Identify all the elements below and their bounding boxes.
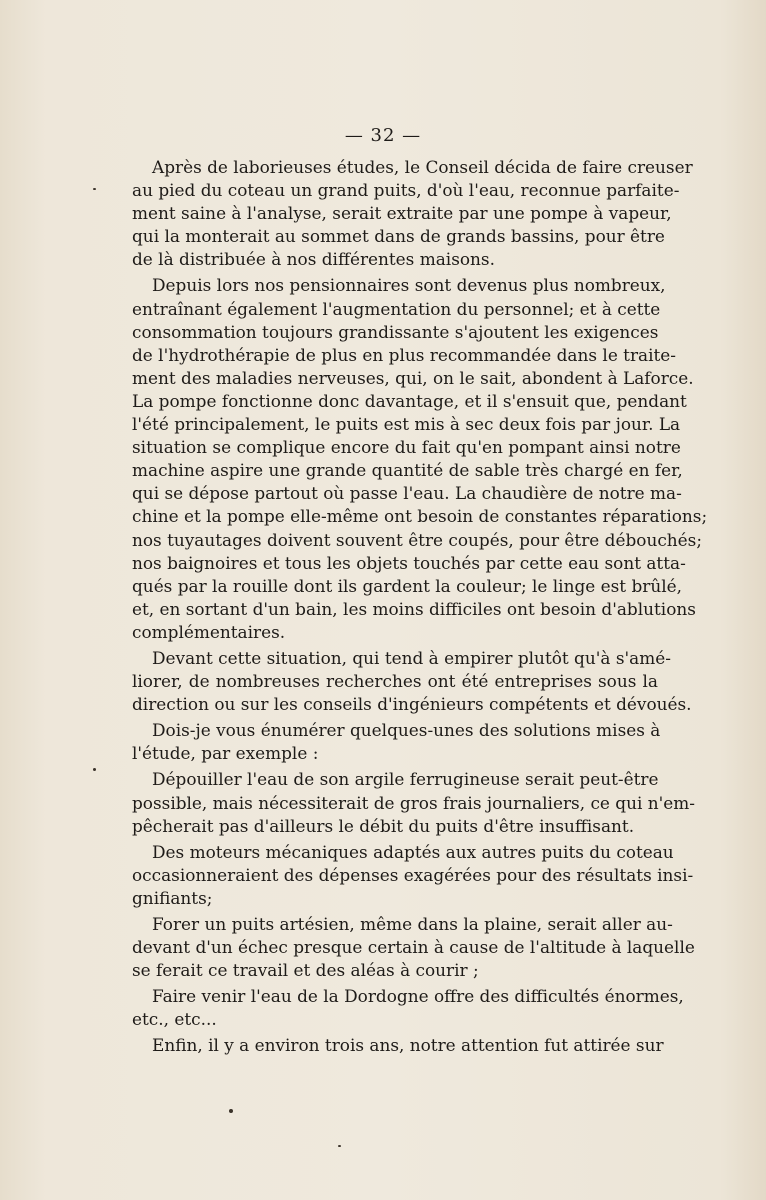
- text-line: chine et la pompe elle-même ont besoin de constantes réparations;: [132, 506, 708, 527]
- text-line: machine aspire une grande quantité de sable très chargé en fer,: [132, 460, 683, 481]
- text-line: au pied du coteau un grand puits, d'où l'eau, reconnue parfaite-: [132, 180, 680, 201]
- paragraph: [132, 274, 708, 644]
- text-line: Après de laborieuses études, le Conseil décida de faire creuser: [152, 157, 693, 177]
- paragraph: [132, 647, 692, 716]
- ink-speck: [229, 1109, 233, 1113]
- page-number: — 32 —: [344, 125, 422, 146]
- text-line: La pompe fonctionne donc davantage, et il s'ensuit que, pendant: [132, 390, 687, 411]
- text-line: Enfin, il y a environ trois ans, notre attention fut attirée sur: [152, 1035, 664, 1056]
- paragraph: [132, 913, 695, 982]
- text-line: ment des maladies nerveuses, qui, on le sait, abondent à Laforce.: [132, 367, 694, 388]
- text-line: gnifiants;: [132, 887, 213, 908]
- text-line: possible, mais nécessiterait de gros frais journaliers, ce qui n'em-: [132, 792, 695, 813]
- paragraph: [132, 768, 695, 837]
- text-line: qui la monterait au sommet dans de grands bassins, pour être: [132, 226, 665, 247]
- text-line: l'été principalement, le puits est mis à sec deux fois par jour. La: [132, 414, 681, 435]
- paragraph: [132, 841, 694, 910]
- text-line: qués par la rouille dont ils gardent la couleur; le linge est brûlé,: [132, 575, 682, 596]
- text-line: Dépouiller l'eau de son argile ferrugineuse serait peut-être: [152, 769, 659, 790]
- text-line: qui se dépose partout où passe l'eau. La chaudière de notre ma-: [132, 483, 682, 504]
- text-line: Forer un puits artésien, même dans la plaine, serait aller au-: [152, 914, 673, 934]
- text-line: de là distribuée à nos différentes maisons.: [132, 249, 495, 270]
- text-line: direction ou sur les conseils d'ingénieurs compétents et dévoués.: [132, 694, 692, 715]
- text-line: Depuis lors nos pensionnaires sont devenus plus nombreux,: [152, 275, 666, 296]
- text-line: situation se complique encore du fait qu'en pompant ainsi notre: [132, 437, 681, 458]
- text-line: Devant cette situation, qui tend à empirer plutôt qu'à s'amé-: [152, 647, 671, 668]
- text-line: et, en sortant d'un bain, les moins difficiles ont besoin d'ablutions: [132, 598, 696, 619]
- text-line: liorer, de nombreuses recherches ont été entreprises sous la: [132, 671, 658, 692]
- paragraph: [132, 985, 684, 1031]
- paragraph: [132, 719, 661, 765]
- text-line: etc., etc...: [132, 1009, 217, 1030]
- paragraph: [132, 156, 693, 271]
- text-line: Faire venir l'eau de la Dordogne offre des difficultés énormes,: [152, 986, 684, 1007]
- ink-speck: [93, 188, 96, 190]
- text-line: entraînant également l'augmentation du personnel; et à cette: [132, 298, 661, 319]
- body-text: [132, 156, 708, 1061]
- text-line: nos tuyautages doivent souvent être coupés, pour être débouchés;: [132, 529, 703, 550]
- text-line: pêcherait pas d'ailleurs le débit du puits d'être insuffisant.: [132, 815, 635, 836]
- text-line: occasionneraient des dépenses exagérées pour des résultats insi-: [132, 864, 694, 885]
- text-line: complémentaires.: [132, 621, 286, 642]
- text-line: Dois-je vous énumérer quelques-unes des solutions mises à: [152, 720, 661, 741]
- ink-speck: [93, 768, 96, 771]
- ink-speck: [338, 1145, 341, 1147]
- text-line: consommation toujours grandissante s'ajoutent les exigences: [132, 321, 659, 342]
- text-line: de l'hydrothérapie de plus en plus recommandée dans le traite-: [132, 344, 677, 365]
- text-line: nos baignoires et tous les objets touchés par cette eau sont atta-: [132, 552, 686, 573]
- text-line: devant d'un échec presque certain à cause de l'altitude à laquelle: [132, 937, 695, 958]
- text-line: Des moteurs mécaniques adaptés aux autres puits du coteau: [152, 841, 674, 862]
- paragraph: [132, 1034, 664, 1057]
- text-line: l'étude, par exemple :: [132, 743, 319, 764]
- text-line: se ferait ce travail et des aléas à courir ;: [132, 960, 479, 981]
- text-line: ment saine à l'analyse, serait extraite par une pompe à vapeur,: [132, 203, 672, 224]
